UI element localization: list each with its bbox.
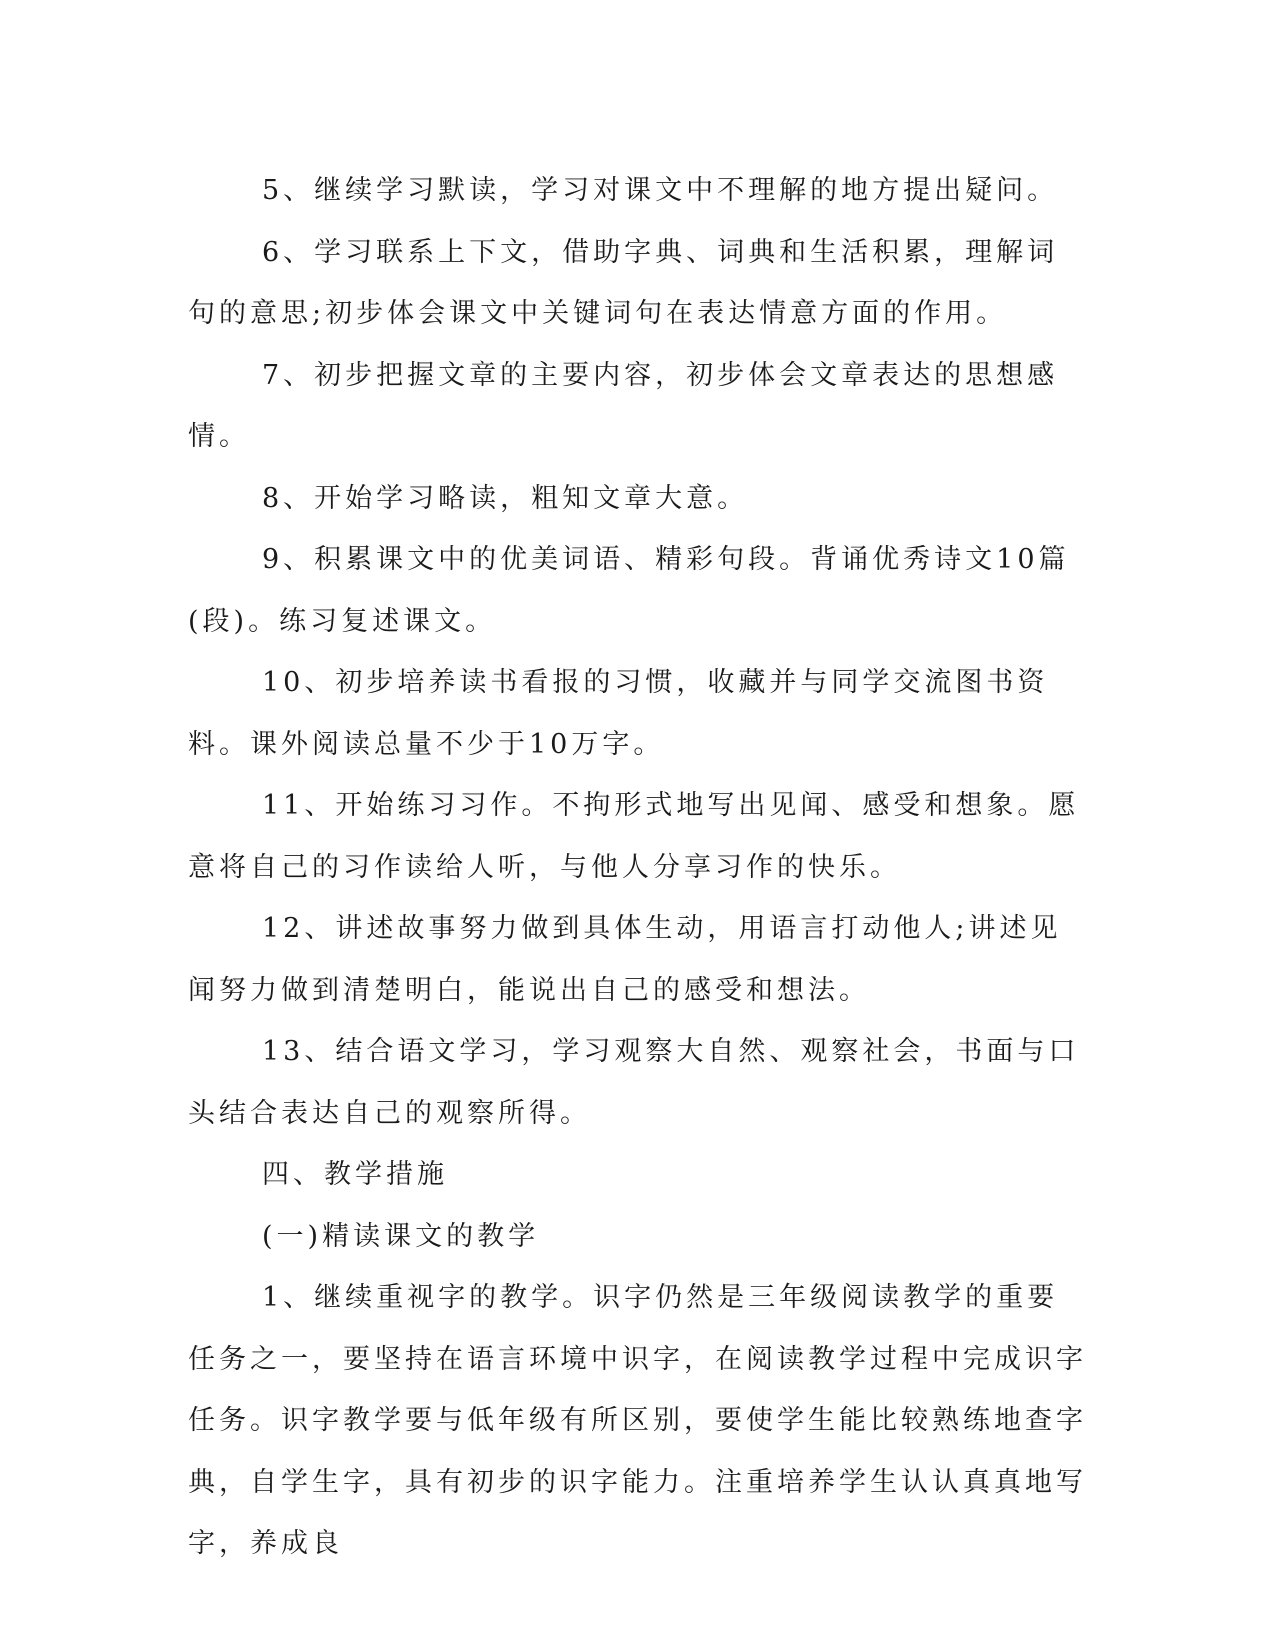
paragraph-goal-13: 13、结合语文学习，学习观察大自然、观察社会，书面与口头结合表达自己的观察所得。 — [188, 1036, 1080, 1129]
document-body — [188, 160, 1088, 1575]
subsection-heading: (一)精读课文的教学 — [262, 1220, 540, 1252]
paragraph-goal-9: 9、积累课文中的优美词语、精彩句段。背诵优秀诗文10篇(段)。练习复述课文。 — [188, 544, 1070, 637]
paragraph-goal-7: 7、初步把握文章的主要内容，初步体会文章表达的思想感情。 — [188, 359, 1059, 452]
paragraph-goal-11: 11、开始练习习作。不拘形式地写出见闻、感受和想象。愿意将自己的习作读给人听，与他人分享习作的快乐。 — [188, 790, 1080, 883]
paragraph-goal-6: 6、学习联系上下文，借助字典、词典和生活积累，理解词句的意思;初步体会课文中关键词句在表达情意方面的作用。 — [188, 236, 1059, 329]
paragraph-goal-12: 12、讲述故事努力做到具体生动，用语言打动他人;讲述见闻努力做到清楚明白，能说出自己的感受和想法。 — [188, 913, 1062, 1006]
paragraph-measure-1: 1、继续重视字的教学。识字仍然是三年级阅读教学的重要任务之一，要坚持在语言环境中识字，在阅读教学过程中完成识字任务。识字教学要与低年级有所区别，要使学生能比较熟练地查字典，自学生字，具有初步的识字能力。注重培养学生认认真真地写字，养成良 — [188, 1282, 1087, 1559]
paragraph-goal-10: 10、初步培养读书看报的习惯，收藏并与同学交流图书资料。课外阅读总量不少于10万字。 — [188, 667, 1049, 760]
paragraph-goal-8: 8、开始学习略读，粗知文章大意。 — [262, 482, 749, 514]
section-heading: 四、教学措施 — [262, 1159, 448, 1190]
paragraph-goal-5: 5、继续学习默读，学习对课文中不理解的地方提出疑问。 — [262, 175, 1059, 206]
